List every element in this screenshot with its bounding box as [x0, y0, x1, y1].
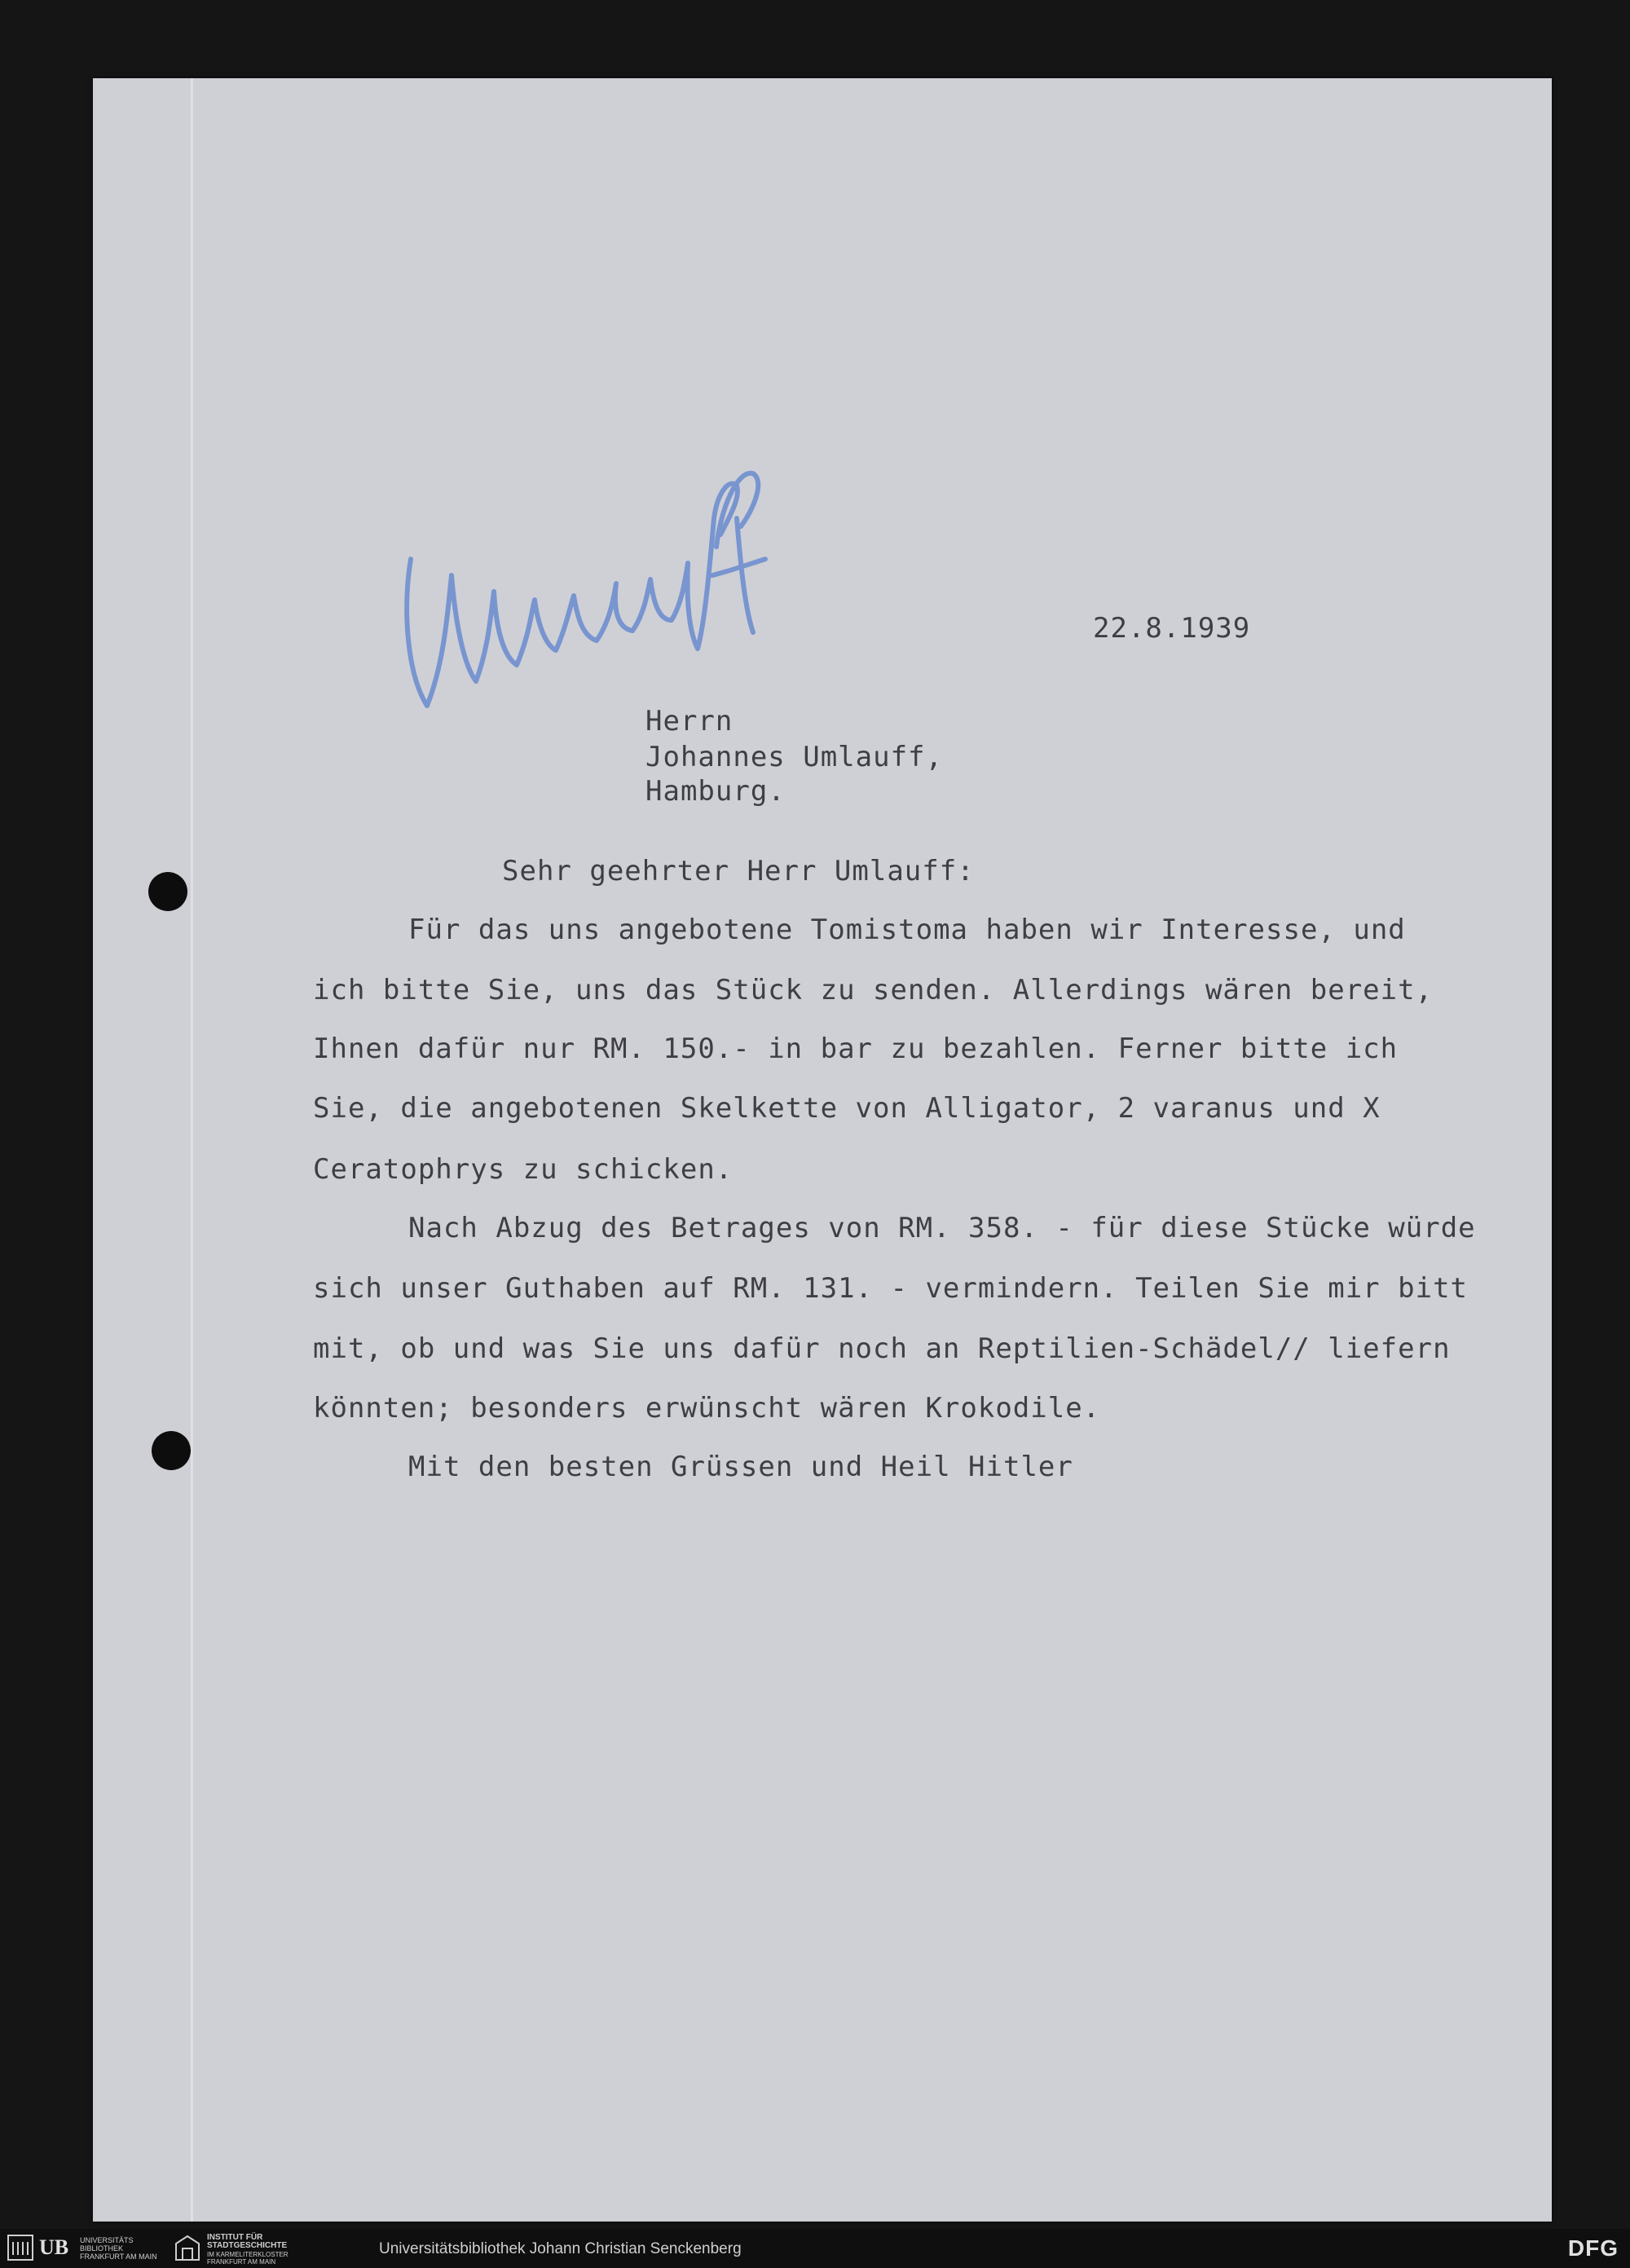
body-line-7: sich unser Guthaben auf RM. 131. - vermindern. Teilen Sie mir bitt: [313, 1272, 1469, 1305]
ub-logo-text: UB: [39, 2235, 69, 2259]
recipient-line-1: Herrn: [645, 705, 734, 738]
footer-caption: Universitätsbibliothek Johann Christian Senckenberg: [379, 2240, 742, 2257]
body-line-6: Nach Abzug des Betrages von RM. 358. - für diese Stücke würde: [408, 1212, 1476, 1244]
recipient-line-3: Hamburg.: [645, 775, 786, 808]
institut-logo-text: INSTITUT FÜR STADTGESCHICHTE: [207, 2233, 288, 2250]
salutation: Sehr geehrter Herr Umlauff:: [502, 855, 975, 887]
ub-emblem-icon: [7, 2234, 34, 2261]
ub-logo-sub: UNIVERSITÄTS BIBLIOTHEK FRANKFURT AM MAIN: [80, 2236, 157, 2261]
body-line-9: könnten; besonders erwünscht wären Krokodile.: [313, 1392, 1101, 1425]
letter-page: [93, 78, 1552, 2222]
handwritten-signature: [394, 461, 786, 722]
institut-emblem-icon: [173, 2234, 202, 2261]
closing-line: Mit den besten Grüssen und Heil Hitler: [408, 1451, 1073, 1483]
footer-bar: [0, 2229, 1630, 2268]
body-line-8: mit, ob und was Sie uns dafür noch an Reptilien-Schädel// liefern: [313, 1332, 1451, 1365]
body-line-1: Für das uns angebotene Tomistoma haben wir Interesse, und: [408, 914, 1406, 946]
institut-logo-sub: IM KARMELITERKLOSTER FRANKFURT AM MAIN: [207, 2251, 289, 2266]
letter-date: 22.8.1939: [1093, 612, 1251, 645]
punch-hole-top: [148, 872, 187, 911]
body-line-4: Sie, die angebotenen Skelkette von Alligator, 2 varanus und X: [313, 1092, 1381, 1125]
dfg-logo: DFG: [1567, 2235, 1619, 2261]
body-line-3: Ihnen dafür nur RM. 150.- in bar zu bezahlen. Ferner bitte ich: [313, 1033, 1399, 1065]
body-line-2: ich bitte Sie, uns das Stück zu senden. Allerdings wären bereit,: [313, 974, 1434, 1006]
recipient-line-2: Johannes Umlauff,: [645, 741, 943, 773]
paper-fold-line: [191, 78, 193, 2222]
punch-hole-bottom: [152, 1431, 191, 1470]
body-line-5: Ceratophrys zu schicken.: [313, 1153, 734, 1186]
